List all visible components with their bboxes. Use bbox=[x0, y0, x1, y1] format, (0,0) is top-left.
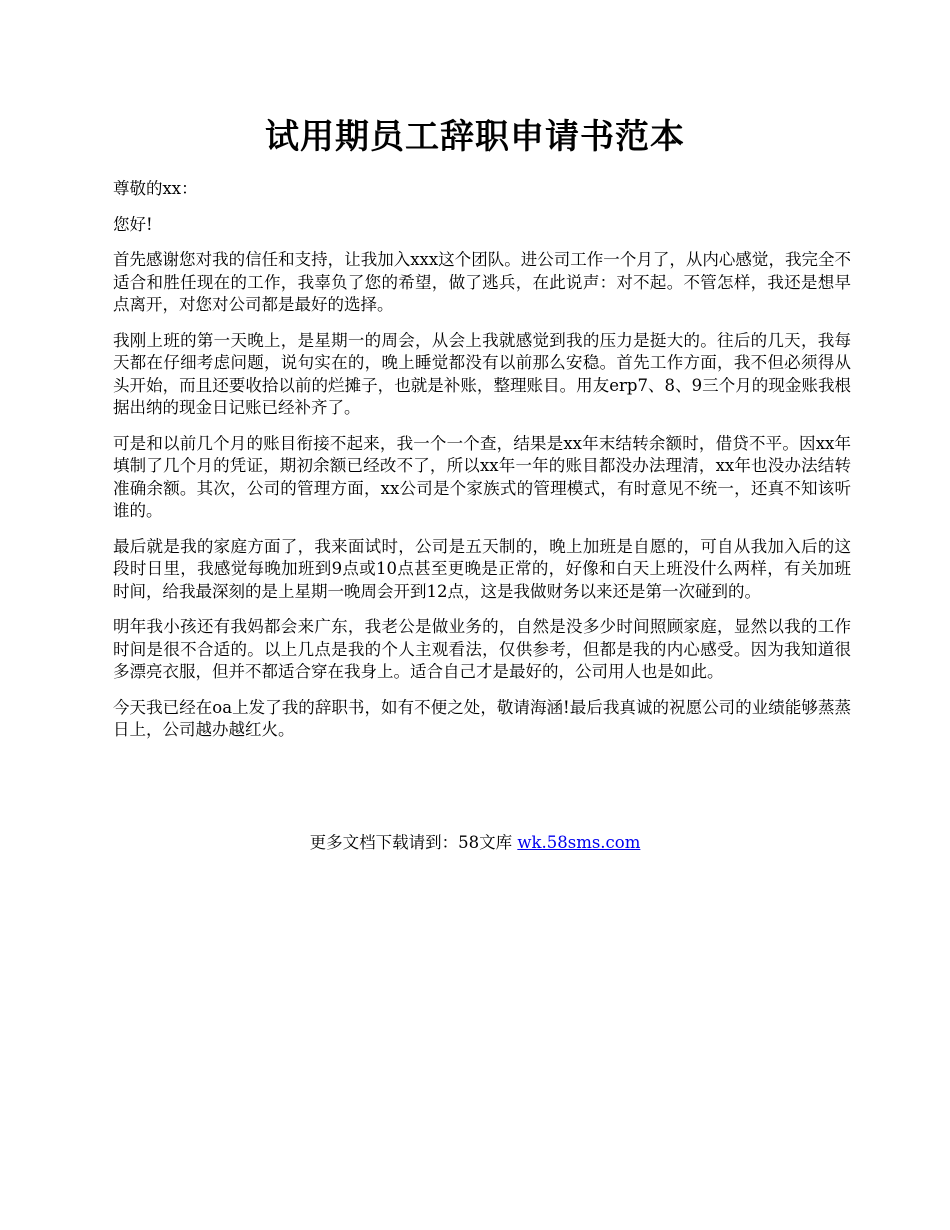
greeting: 您好! bbox=[113, 214, 153, 234]
download-link[interactable]: wk.58sms.com bbox=[517, 833, 641, 852]
download-footer bbox=[0, 832, 950, 854]
document-body bbox=[113, 178, 851, 755]
document-title: 试用期员工辞职申请书范本 bbox=[265, 117, 685, 157]
paragraph-2: 我刚上班的第一天晚上，是星期一的周会，从会上我就感觉到我的压力是挺大的。往后的几天，我每天都在仔细考虑问题，说句实在的，晚上睡觉都没有以前那么安稳。首先工作方面，我不但必须得从头开始，而且还要收拾以前的烂摊子，也就是补账，整理账目。用友erp7、8、9三个月的现金账我根据出纳的现金日记账已经补齐了。 bbox=[113, 330, 851, 417]
salutation: 尊敬的xx： bbox=[113, 179, 198, 198]
paragraph-4: 最后就是我的家庭方面了，我来面试时，公司是五天制的，晚上加班是自愿的，可自从我加入后的这段时日里，我感觉每晚加班到9点或10点甚至更晚是正常的，好像和白天上班没什么两样，有关加班时间，给我最深刻的是上星期一晚周会开到12点，这是我做财务以来还是第一次碰到的。 bbox=[113, 536, 851, 601]
footer-prefix: 更多文档下载请到：58文库 bbox=[309, 833, 518, 852]
paragraph-1: 首先感谢您对我的信任和支持，让我加入xxx这个团队。进公司工作一个月了，从内心感觉，我完全不适合和胜任现在的工作，我辜负了您的希望，做了逃兵，在此说声：对不起。不管怎样，我还是想早点离开，对您对公司都是最好的选择。 bbox=[113, 250, 851, 314]
paragraph-5: 明年我小孩还有我妈都会来广东，我老公是做业务的，自然是没多少时间照顾家庭，显然以我的工作时间是很不合适的。以上几点是我的个人主观看法，仅供参考，但都是我的内心感受。因为我知道很多漂亮衣服，但并不都适合穿在我身上。适合自己才是最好的，公司用人也是如此。 bbox=[113, 617, 851, 681]
paragraph-3: 可是和以前几个月的账目衔接不起来，我一个一个查，结果是xx年末结转余额时，借贷不平。因xx年填制了几个月的凭证，期初余额已经改不了，所以xx年一年的账目都没办法理清，xx年也没办法结转准确余额。其次，公司的管理方面，xx公司是个家族式的管理模式，有时意见不统一，还真不知该听谁的。 bbox=[113, 433, 851, 520]
paragraph-6: 今天我已经在oa上发了我的辞职书，如有不便之处，敬请海涵!最后我真诚的祝愿公司的业绩能够蒸蒸日上，公司越办越红火。 bbox=[113, 697, 851, 739]
